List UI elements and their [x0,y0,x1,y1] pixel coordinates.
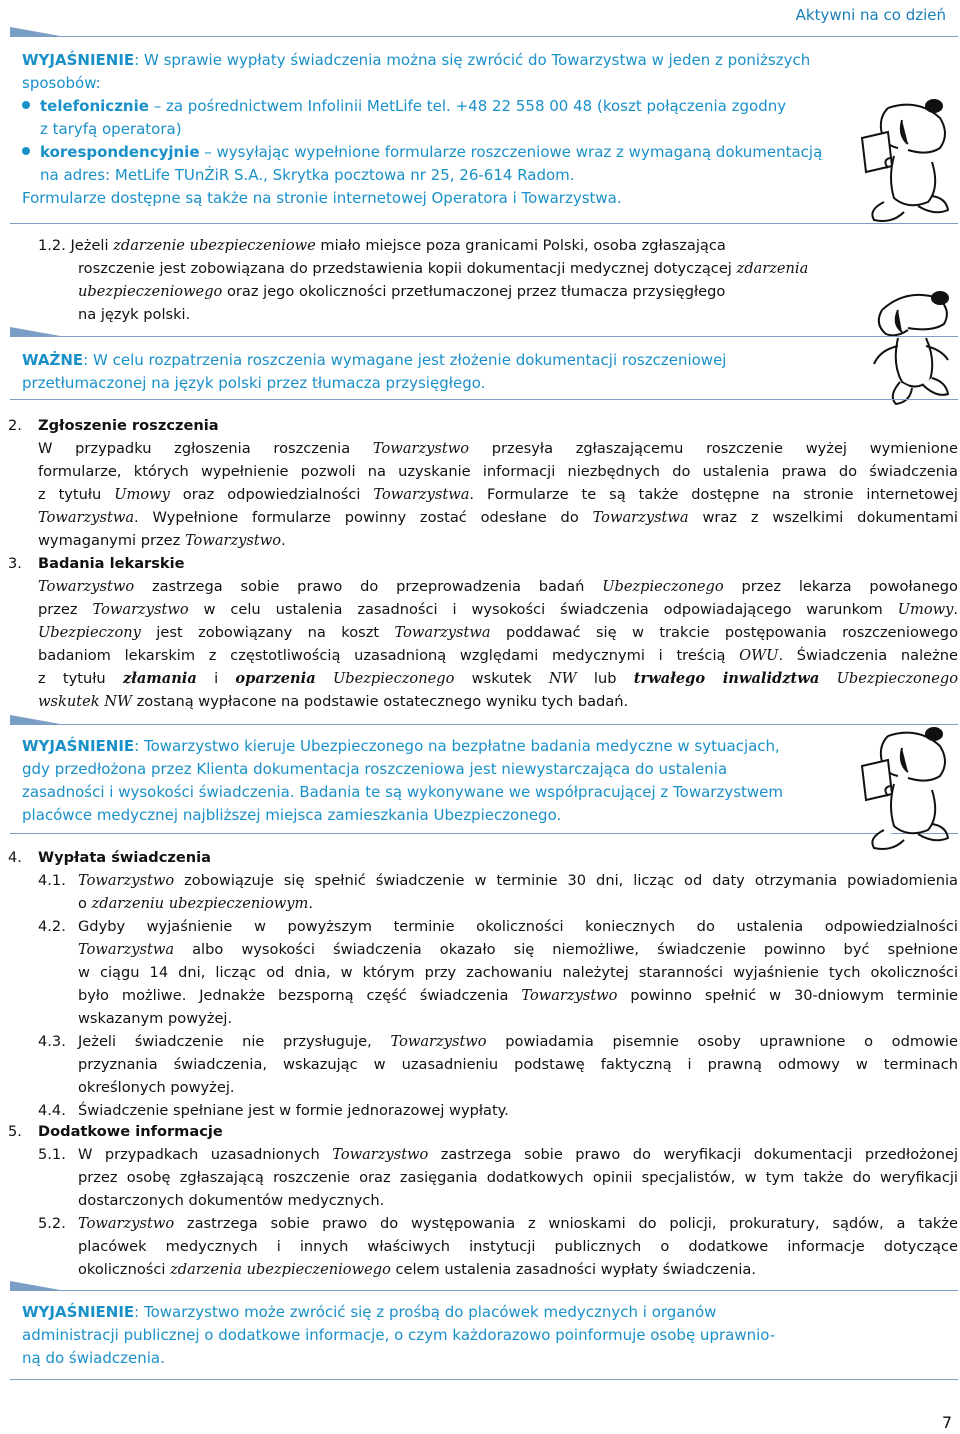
paragraph-text: Jeżeli [70,237,114,254]
snoopy-reading-illustration [848,98,956,226]
paragraph-text [316,670,333,687]
paragraph-text: zastrzega sobie prawo do występowania z wnioskami do policji, prokuratury, sądów, a także [174,1215,958,1232]
paragraph-text: i [196,670,236,687]
section-3 [8,552,958,713]
defined-term: oparzenia [235,670,316,687]
box-text: : Towarzystwo kieruje Ubezpieczonego na bezpłatne badania medyczne w sytuacjach, [134,737,780,755]
defined-term: OWU [739,647,779,664]
box-label: WYJAŚNIENIE [22,737,135,755]
paragraph-text: z tytułu [38,486,115,503]
box-label: WAŻNE [22,351,84,369]
paragraph-number: 5.2. [38,1215,66,1232]
paragraph-number: 1.2. [38,237,66,254]
defined-term: Towarzystwo [38,578,135,595]
paragraph-text [819,670,836,687]
defined-term: Towarzystwa [78,941,175,958]
box-content [22,735,852,827]
paragraph-text: . [953,601,958,618]
box-text: przetłumaczonej na język polski przez tłumacza przysięgłego. [22,374,486,392]
paragraph-number: 5.1. [38,1146,66,1163]
paragraph-text: albo wysokości świadczenia okazało się niemożliwe, świadczenie powinno być spełnione [174,941,958,958]
paragraph-text: oraz odpowiedzialności [169,486,374,503]
defined-term: wskutek NW [38,693,132,710]
box-text: administracji publicznej o dodatkowe informacje, o czym każdorazowo poinformuje osobę uprawnio- [22,1326,776,1344]
defined-term: Ubezpieczonego [836,670,958,687]
section-number: 4. [8,849,22,866]
box-content [22,349,852,395]
paragraph-text: zobowiązuje się spełnić świadczenie w terminie 30 dni, licząc od daty otrzymania powiadomienia [174,872,958,889]
box-content [22,49,872,210]
defined-term: zdarzenia ubezpieczeniowego [170,1261,391,1278]
section-number: 5. [8,1123,22,1140]
defined-term: Ubezpieczonego [602,578,724,595]
paragraph-4-1 [8,869,958,915]
paragraph-4-3 [8,1030,958,1099]
defined-term: Towarzystwo [332,1146,429,1163]
defined-term: Towarzystwo [78,1215,175,1232]
defined-term: Towarzystwo [372,440,470,457]
defined-term: Towarzystwo [184,532,282,549]
bullet-label: telefonicznie [40,97,149,115]
defined-term: Ubezpieczony [38,624,141,641]
paragraph-text: zastrzega sobie prawo do weryfikacji dokumentacji przedłożonej [428,1146,959,1163]
paragraph-text: . Świadczenia należne [778,647,958,664]
paragraph-4-4 [8,1099,958,1122]
section-2 [8,414,958,552]
bullet-text: na adres: MetLife TUnŻiR S.A., Skrytka pocztowa nr 25, 26-614 Radom. [40,166,575,184]
paragraph-text: zostaną wypłacone na podstawie ostatecznego wyniku tych badań. [131,693,629,710]
bullet-icon [22,101,30,109]
box-text: sposobów: [22,74,101,92]
paragraph-text: . Formularze te są także dostępne na stronie internetowej [469,486,958,503]
paragraph-text: badaniom lekarskim z częstotliwością uzasadnioną względami medycznymi i treścią [38,647,740,664]
bullet-label: korespondencyjnie [40,143,200,161]
defined-term: Towarzystwo [92,601,189,618]
paragraph-text: przez lekarza powołanego [723,578,958,595]
box-text: placówce medycznej najbliższej miejsca zamieszkania Ubezpieczonego. [22,806,562,824]
section-number: 2. [8,417,22,434]
paragraph-text: powiadamia pisemnie osoby uprawnione o odmowie [486,1033,958,1050]
paragraph-text: dostarczonych dokumentów medycznych. [78,1192,385,1209]
defined-term: zdarzenia [736,260,809,277]
paragraph-text: w ciągu 14 dni, licząc od dnia, w którym przy zachowaniu należytej staranności wyjaśnienie tych okoliczności [78,964,958,981]
paragraph-text: w celu ustalenia zasadności i wysokości świadczenia odpowiadającego warunkom [188,601,898,618]
defined-term: Umowy [114,486,170,503]
box-tab [10,327,66,337]
paragraph-text: poddawać się w trakcie postępowania roszczeniowego [490,624,958,641]
explanation-box-medical-exams [10,724,958,834]
defined-term: Umowy [897,601,954,618]
paragraph-text: z tytułu [38,670,123,687]
box-text: zasadności i wysokości świadczenia. Badania te są wykonywane we współpracującej z Towarzystwem [22,783,784,801]
paragraph-text: wskazanym powyżej. [78,1010,233,1027]
defined-term: trwałego inwalidztwa [633,670,820,687]
paragraph-text: zastrzega sobie prawo do przeprowadzenia badań [134,578,603,595]
box-text: : W sprawie wypłaty świadczenia można się zwrócić do Towarzystwa w jeden z poniższych [134,51,811,69]
paragraph-text: W przypadkach uzasadnionych [78,1146,333,1163]
box-content [22,1301,852,1370]
defined-term: Ubezpieczonego [332,670,455,687]
paragraph-text: . Wypełnione formularze powinny zostać odesłane do [134,509,593,526]
box-text: : W celu rozpatrzenia roszczenia wymagane jest złożenie dokumentacji roszczeniowej [83,351,727,369]
important-box [10,336,958,400]
section-5 [8,1120,958,1281]
snoopy-reading-illustration [848,726,956,854]
paragraph-text: przesyła zgłaszającemu roszczenie wyżej wymienione [469,440,958,457]
paragraph-text: formularze, których wypełnienie pozwoli na uzyskanie informacji niezbędnych do ustalenia prawa do świadczenia [38,463,958,480]
explanation-box-claims-contact [10,36,958,224]
paragraph-text: roszczenie jest zobowiązana do przedstawienia kopii dokumentacji medycznej dotyczącej [78,260,737,277]
defined-term: Towarzystwa [373,486,470,503]
paragraph-text: wymaganymi przez [38,532,185,549]
paragraph-text: wraz z wszelkimi dokumentami [688,509,958,526]
defined-term: NW [548,670,577,687]
box-label: WYJAŚNIENIE [22,51,135,69]
paragraph-text: jest zobowiązany na koszt [140,624,395,641]
bullet-text: z taryfą operatora) [40,120,182,138]
paragraph-text: przez [38,601,93,618]
paragraph-number: 4.1. [38,872,66,889]
paragraph-text: o [78,895,92,912]
box-tab [10,1281,66,1291]
paragraph-1-2 [38,234,838,326]
defined-term: złamania [122,670,197,687]
paragraph-number: 4.3. [38,1033,66,1050]
page-number: 7 [941,1413,952,1432]
paragraph-text: celem ustalenia zasadności wypłaty świadczenia. [390,1261,757,1278]
paragraph-text: oraz jego okoliczności przetłumaczonej przez tłumacza przysięgłego [222,283,726,300]
defined-term: Towarzystwa [38,509,135,526]
section-number: 3. [8,555,22,572]
paragraph-number: 4.2. [38,918,66,935]
defined-term: Towarzystwo [521,987,618,1004]
paragraph-text: miało miejsce poza granicami Polski, osoba zgłaszająca [315,237,726,254]
paragraph-4-2 [8,915,958,1030]
defined-term: zdarzenie ubezpieczeniowe [113,237,316,254]
box-label: WYJAŚNIENIE [22,1303,135,1321]
paragraph-text: lub [576,670,634,687]
paragraph-5-1 [8,1143,958,1212]
paragraph-text: przez osobę zgłaszającą roszczenie oraz zasięgania dodatkowych opinii specjalistów, w tym także do weryfikacji [78,1169,958,1186]
paragraph-text: Jeżeli świadczenie nie przysługuje, [78,1033,391,1050]
explanation-box-additional-info [10,1290,958,1380]
paragraph-text: . [308,895,313,912]
running-header: Aktywni na co dzień [795,6,946,24]
box-tab [10,27,66,37]
bullet-text: – wysyłając wypełnione formularze roszczeniowe wraz z wymaganą dokumentacją [199,143,823,161]
paragraph-text: przyznania świadczenia, wskazując w uzasadnieniu podstawę faktyczną i prawną odmowy w terminach [78,1056,958,1073]
paragraph-text: Gdyby wyjaśnienie w powyższym terminie okoliczności koniecznych do ustalenia odpowiedzialności [78,918,958,935]
paragraph-text: placówek medycznych i innych właściwych instytucji publicznych o dodatkowe informacje dotyczące [78,1238,958,1255]
defined-term: Towarzystwa [394,624,491,641]
paragraph-text: . [281,532,286,549]
bullet-icon [22,147,30,155]
paragraph-text: określonych powyżej. [78,1079,235,1096]
paragraph-text: Świadczenie spełniane jest w formie jednorazowej wypłaty. [78,1102,509,1119]
defined-term: ubezpieczeniowego [78,283,223,300]
box-tab [10,715,66,725]
paragraph-text: W przypadku zgłoszenia roszczenia [38,440,373,457]
paragraph-5-2 [8,1212,958,1281]
box-text: gdy przedłożona przez Klienta dokumentacja roszczeniowa jest niewystarczająca do ustalenia [22,760,728,778]
paragraph-text: było możliwe. Jednakże bezsporną część świadczenia [78,987,522,1004]
defined-term: zdarzeniu ubezpieczeniowym [91,895,309,912]
paragraph-text: wskutek [454,670,549,687]
section-title: Zgłoszenie roszczenia [38,417,219,434]
paragraph-text: powinno spełnić w 30-dniowym terminie [617,987,958,1004]
defined-term: Towarzystwo [78,872,175,889]
section-4 [8,846,958,1122]
box-footer: Formularze dostępne są także na stronie internetowej Operatora i Towarzystwa. [22,189,622,207]
section-title: Wypłata świadczenia [38,849,211,866]
box-text: ną do świadczenia. [22,1349,165,1367]
box-text: : Towarzystwo może zwrócić się z prośbą do placówek medycznych i organów [134,1303,717,1321]
bullet-text: – za pośrednictwem Infolinii MetLife tel. +48 22 558 00 48 (koszt połączenia zgodny [148,97,787,115]
paragraph-text: na język polski. [78,306,191,323]
defined-term: Towarzystwa [592,509,689,526]
section-title: Dodatkowe informacje [38,1123,223,1140]
paragraph-text: okoliczności [78,1261,171,1278]
defined-term: Towarzystwo [390,1033,487,1050]
paragraph-number: 4.4. [38,1102,66,1119]
section-title: Badania lekarskie [38,555,185,572]
